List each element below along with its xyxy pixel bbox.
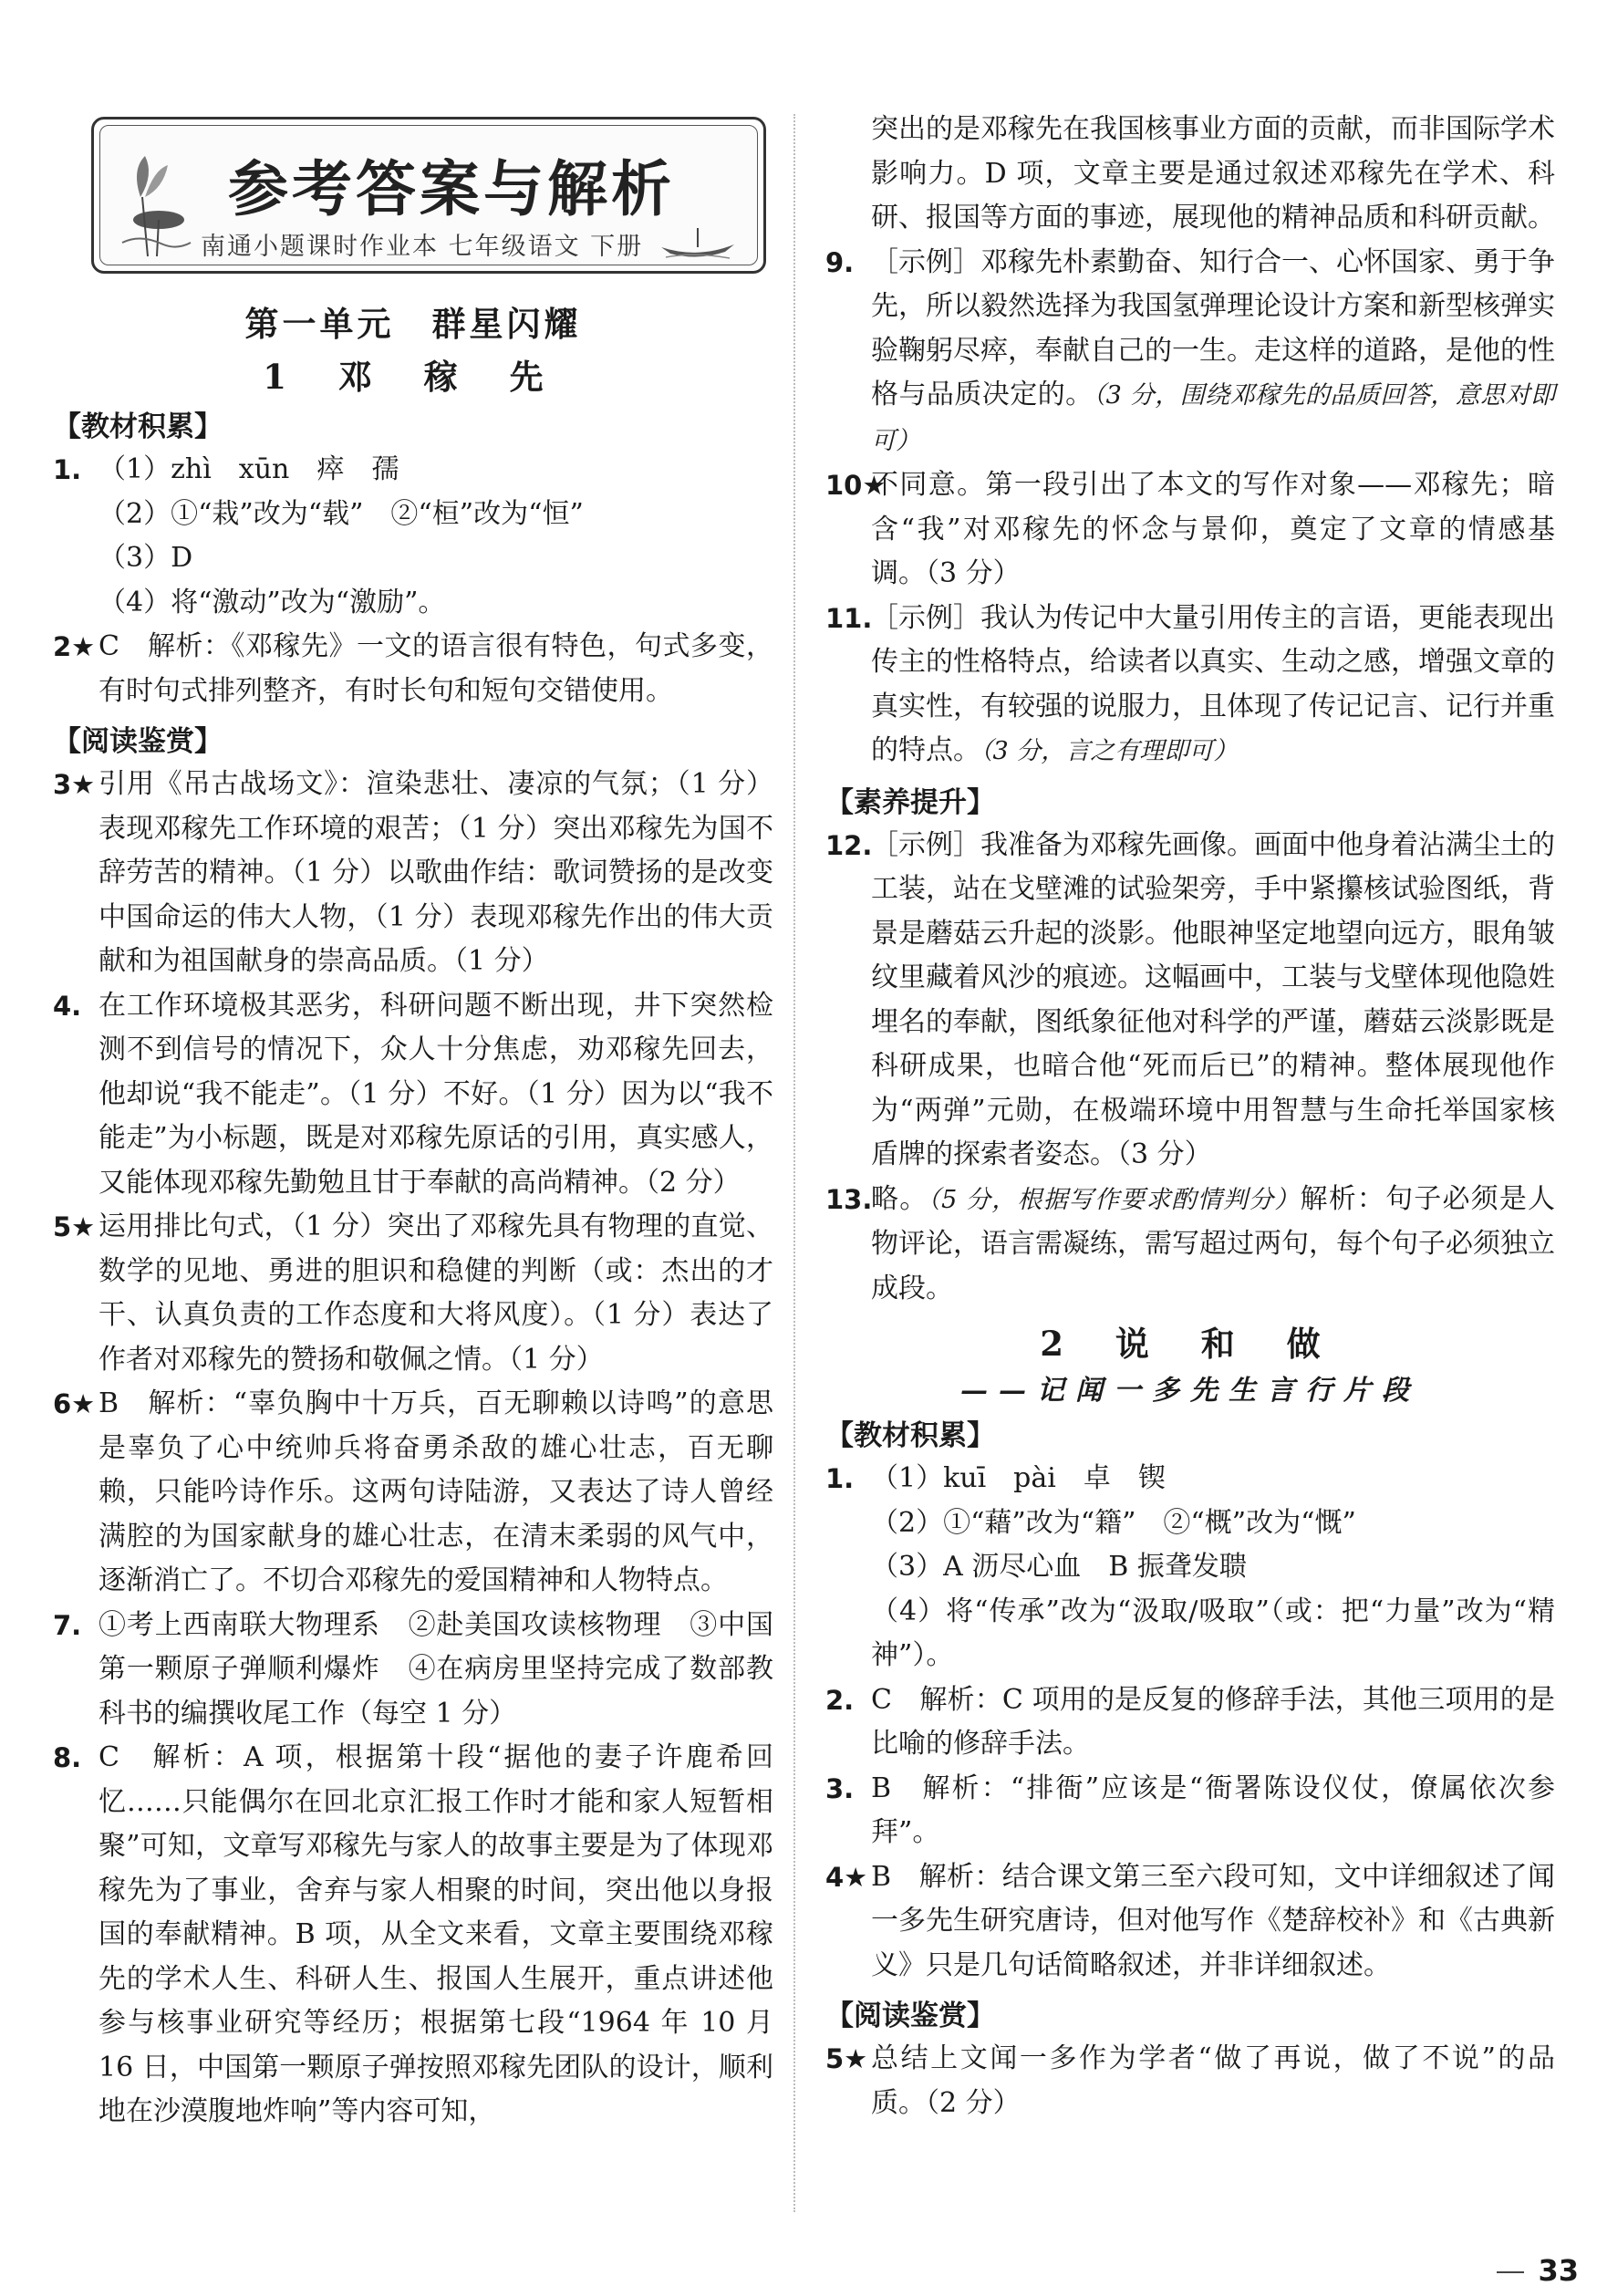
lesson2-q3 [825, 1767, 1555, 1855]
lesson1-q10 [825, 463, 1555, 597]
q-number: 9. [825, 246, 855, 278]
q13-answer: 略。 [871, 1182, 928, 1215]
lesson1-q2 [53, 625, 773, 713]
q-number: 4★ [825, 1861, 868, 1893]
page-number: 33 [1538, 2253, 1579, 2288]
header-title: 参考答案与解析 [228, 153, 675, 224]
lesson1-q7 [53, 1604, 773, 1737]
q4-answer: 在工作环境极其恶劣，科研问题不断出现，井下突然检测不到信号的情况下，众人十分焦虑，劝邓稼先回去，他却说“我不能走”。（1 分）不好。（1 分）因为以“我不能走”为小标题，既是对邓稼先原话的引用，真实感人，又能体现邓稼先勤勉且甘于奉献的高尚精神。（2 分） [99, 989, 773, 1199]
q11-note: （3 分，言之有理即可） [980, 737, 1239, 765]
q9-note: （3 分，围绕邓稼先的品质回答，意思对即可） [871, 381, 1556, 455]
lesson2-q2 [825, 1678, 1555, 1767]
l2-q1-part1: （1）kuī pài 卓 锲 [871, 1462, 1166, 1494]
lesson2-section-textbook: 【教材积累】 [825, 1419, 995, 1452]
l2-q1-part3: （3）A 沥尽心血 B 振聋发聩 [871, 1551, 1247, 1583]
q-number: 8. [53, 1742, 82, 1773]
q1-part1: （1）zhì xūn 瘁 孺 [99, 453, 399, 485]
lesson2-q4 [825, 1855, 1555, 1989]
lesson2-q1 [825, 1457, 1555, 1678]
q-number: 5★ [53, 1211, 96, 1242]
q7-answer: ①考上西南联大物理系 ②赴美国攻读核物理 ③中国第一颗原子弹顺利爆炸 ④在病房里坚持完成了数部教科书的编撰收尾工作（每空 1 分） [99, 1608, 773, 1730]
lesson1-q5 [53, 1205, 773, 1382]
l2-q1-part4: （4）将“传承”改为“汲取/吸取”（或：把“力量”改为“精神”）。 [871, 1595, 1555, 1671]
q-number: 2. [825, 1684, 855, 1716]
q10-answer: 不同意。第一段引出了本文的写作对象——邓稼先；暗含“我”对邓稼先的怀念与景仰，奠定了文章的情感基调。（3 分） [871, 469, 1555, 589]
right-column [825, 108, 1555, 2125]
lesson1-q1 [53, 448, 773, 625]
unit-title: 第一单元 群星闪耀 [244, 304, 582, 344]
lesson2-q5 [825, 2037, 1555, 2125]
q11-answer: ［示例］我认为传记中大量引用传主的言语，更能表现出传主的性格特点，给读者以真实、生动之感，增强文章的真实性，有较强的说服力，且体现了传记记言、记行并重的特点。 [871, 601, 1555, 766]
q-number: 1. [53, 454, 82, 485]
q-number: 3★ [53, 769, 96, 800]
l2-q2-answer: C 解析：C 项用的是反复的修辞手法，其他三项用的是比喻的修辞手法。 [871, 1683, 1555, 1760]
lesson1-q12 [825, 824, 1555, 1178]
q3-answer: 引用《吊古战场文》：渲染悲壮、凄凉的气氛；（1 分）表现邓稼先工作环境的艰苦；（1 分）突出邓稼先为国不辞劳苦的精神。（1 分）以歌曲作结：歌词赞扬的是改变中国命运的伟大人物，（1 分）表现邓稼先作出的伟大贡献和为祖国献身的崇高品质。（1 分） [99, 768, 773, 977]
lesson1-section-reading: 【阅读鉴赏】 [53, 725, 223, 758]
lesson1-section-literacy: 【素养提升】 [825, 785, 995, 819]
header-subtitle: 南通小题课时作业本 七年级语文 下册 [201, 233, 644, 261]
q8-answer-cont: 突出的是邓稼先在我国核事业方面的贡献，而非国际学术影响力。D 项，文章主要是通过叙述邓稼先在学术、科研、报国等方面的事迹，展现他的精神品质和科研贡献。 [871, 113, 1555, 234]
q1-part4: （4）将“激动”改为“激励”。 [99, 586, 446, 618]
q13-analysis: 解析：句子必须是人物评论，语言需凝练，需写超过两句，每个句子必须独立成段。 [871, 1182, 1556, 1304]
q-number: 2★ [53, 631, 96, 662]
q2-answer: C 解析：《邓稼先》一文的语言很有特色，句式多变，有时句式排列整齐，有时长句和短句交错使用。 [99, 630, 773, 707]
lesson2-subtitle: ——记闻一多先生言行片段 [960, 1375, 1420, 1407]
lesson1-q9 [825, 241, 1555, 464]
q5-answer: 运用排比句式，（1 分）突出了邓稼先具有物理的直觉、数学的见地、勇进的胆识和稳健的判断（或：杰出的才干、认真负责的工作态度和大将风度）。（1 分）表达了作者对邓稼先的赞扬和敬佩之情。（1 分） [99, 1210, 773, 1376]
q12-answer: ［示例］我准备为邓稼先画像。画面中他身着沾满尘土的工装，站在戈壁滩的试验架旁，手中紧攥核试验图纸，背景是蘑菇云升起的淡影。他眼神坚定地望向远方，眼角皱纹里藏着风沙的痕迹。这幅画中，工装与戈壁体现他隐姓埋名的奉献，图纸象征他对科学的严谨，蘑菇云淡影既是科研成果，也暗合他“死而后已”的精神。整体展现他作为“两弹”元勋，在极端环境中用智慧与生命托举国家核盾牌的探索者姿态。（3 分） [871, 828, 1555, 1170]
q-number: 4. [53, 990, 82, 1022]
lesson2-title: 2 说 和 做 [1040, 1324, 1341, 1364]
q-number: 11. [825, 602, 873, 634]
q9-answer: ［示例］邓稼先朴素勤奋、知行合一、心怀国家、勇于争先，所以毅然选择为我国氢弹理论设计方案和新型核弹实验鞠躬尽瘁，奉献自己的一生。走这样的道路，是他的性格与品质决定的。 [871, 245, 1555, 410]
lesson1-q8 [53, 1736, 773, 2135]
q-number: 3. [825, 1772, 855, 1804]
lesson1-q13 [825, 1178, 1555, 1312]
l2-q3-answer: B 解析：“排衙”应该是“衙署陈设仪仗，僚属依次参拜”。 [871, 1771, 1555, 1848]
q-number: 1. [825, 1463, 855, 1494]
lesson2-section-reading: 【阅读鉴赏】 [825, 2000, 995, 2032]
lesson1-q8-continued [825, 108, 1555, 241]
q1-part3: （3）D [99, 542, 193, 574]
q-number: 10★ [825, 470, 887, 501]
q6-answer: B 解析：“辜负胸中十万兵，百无聊赖以诗鸣”的意思是辜负了心中统帅兵将奋勇杀敌的雄心壮志，百无聊赖，只能吟诗作乐。这两句诗陆游，又表达了诗人曾经满腔的为国家献身的雄心壮志，在清末柔弱的风气中，逐渐消亡了。不切合邓稼先的爱国精神和人物特点。 [99, 1387, 773, 1596]
q13-note: （5 分，根据写作要求酌情判分） [928, 1185, 1301, 1214]
q-number: 5★ [825, 2043, 868, 2074]
q-number: 7. [53, 1609, 82, 1641]
column-divider [793, 114, 795, 2212]
lesson1-q4 [53, 984, 773, 1206]
q-number: 13. [825, 1183, 873, 1215]
q8-answer: C 解析：A 项，根据第十段“据他的妻子许鹿希回忆……只能偶尔在回北京汇报工作时才能和家人短暂相聚”可知，文章写邓稼先与家人的故事主要是为了体现邓稼先为了事业，舍弃与家人相聚的时间，突出他以身报国的奉献精神。B 项，从全文来看，文章主要围绕邓稼先的学术人生、科研人生、报国人生展开，重点讲述他参与核事业研究等经历；根据第七段“1964 年 10 月 16 日，中国第一颗原子弹按照邓稼先团队的设计，顺利地在沙漠腹地炸响”等内容可知， [99, 1741, 773, 2127]
q-number: 12. [825, 829, 873, 861]
l2-q5-answer: 总结上文闻一多作为学者“做了再说，做了不说”的品质。（2 分） [871, 2042, 1555, 2119]
page-number-dash [1497, 2271, 1524, 2273]
q1-part2: （2）①“栽”改为“载” ②“桓”改为“恒” [99, 497, 584, 530]
lesson1-title: 1 邓 稼 先 [263, 357, 564, 397]
lesson1-q3 [53, 763, 773, 984]
lesson1-section-textbook: 【教材积累】 [53, 410, 223, 443]
lesson1-q11 [825, 597, 1555, 774]
lesson1-q6 [53, 1382, 773, 1604]
l2-q1-part2: （2）①“藉”改为“籍” ②“概”改为“慨” [871, 1506, 1356, 1539]
left-column [53, 114, 773, 2135]
l2-q4-answer: B 解析：结合课文第三至六段可知，文中详细叙述了闻一多先生研究唐诗，但对他写作《楚辞校补》和《古典新义》只是几句话简略叙述，并非详细叙述。 [871, 1860, 1555, 1981]
q-number: 6★ [53, 1388, 96, 1419]
